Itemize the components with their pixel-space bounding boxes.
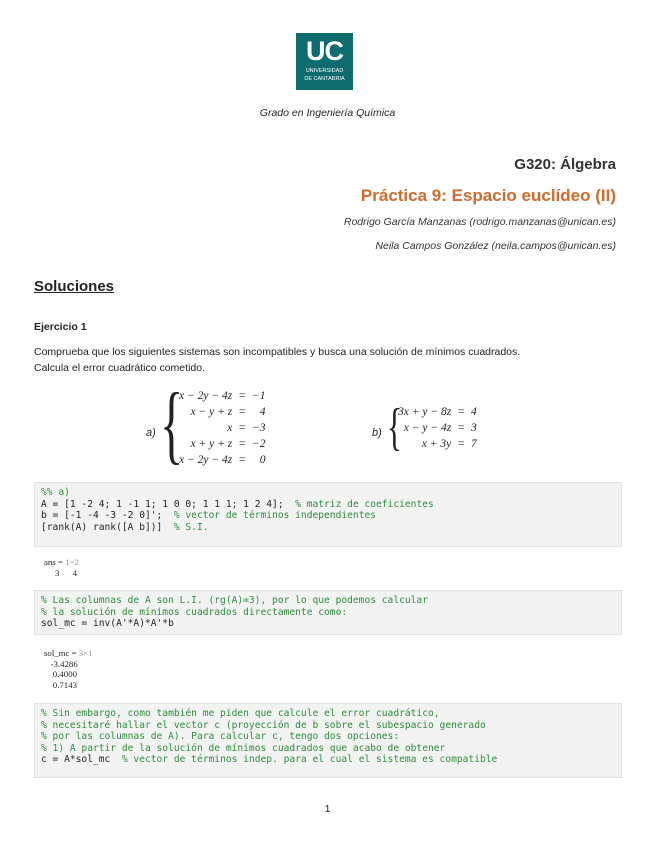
rhs: 4	[259, 406, 266, 418]
rhs: 0	[259, 454, 266, 466]
author-1: Rodrigo García Manzanas (rodrigo.manzanas@unican.es)	[343, 216, 616, 228]
code-line: % la solución de mínimos cuadrados directamente como:	[41, 606, 348, 618]
rhs: −2	[251, 438, 266, 450]
code-line	[41, 754, 615, 766]
university-logo	[296, 33, 353, 90]
code-line: % 1) A partir de la solución de mínimos cuadrados que acabo de obtener	[41, 742, 446, 754]
logo-subtext-2: DE CANTABRIA	[304, 76, 345, 82]
eq: =	[457, 406, 465, 418]
code-line	[41, 499, 615, 511]
output-1	[44, 557, 79, 578]
eq: =	[238, 454, 246, 466]
output-dims: 3×1	[78, 648, 93, 658]
lhs: x − y − 4z	[403, 422, 452, 434]
code-block-2	[34, 590, 622, 635]
system-a-row	[176, 420, 269, 436]
eq: =	[238, 390, 246, 402]
lhs: x + 3y	[421, 438, 452, 450]
exercise-text-line-2: Calcula el error cuadrático cometido.	[34, 362, 205, 374]
rhs: 4	[470, 406, 477, 418]
system-a-row	[176, 404, 269, 420]
code-block-1	[34, 482, 622, 547]
exercise-text-line-1: Comprueba que los siguientes sistemas son incompatibles y busca una solución de mínimos cuadrados.	[34, 346, 521, 358]
system-a-row	[176, 452, 269, 468]
code-line: % por las columnas de A). Para calcular c, tengo dos opciones:	[41, 731, 400, 742]
output-var: ans =	[44, 557, 66, 567]
code-line: sol_mc = inv(A'*A)*A'*b	[41, 618, 174, 629]
code-comment: % S.I.	[173, 521, 209, 533]
logo-text: UC	[306, 36, 343, 66]
code-text: [rank(A) rank([A b])]	[41, 521, 174, 533]
system-a-brace: {	[160, 376, 184, 473]
code-comment: % vector de términos indep. para el cual el sistema es compatible	[121, 754, 498, 765]
system-b	[395, 404, 480, 452]
author-2: Neila Campos González (neila.campos@unican.es)	[375, 240, 616, 252]
code-line	[41, 510, 615, 522]
eq: =	[457, 422, 465, 434]
lhs: x + y + z	[190, 438, 233, 450]
rhs: 7	[470, 438, 477, 450]
output-header	[44, 648, 93, 659]
code-text: A = [1 -2 4; 1 -1 1; 1 0 0; 1 1 1; 1 2 4];	[41, 498, 296, 510]
system-b-row	[395, 404, 480, 420]
lhs: x − y + z	[190, 406, 233, 418]
code-text: c = A*sol_mc	[41, 754, 122, 765]
output-2	[44, 648, 93, 690]
output-var: sol_mc =	[44, 648, 79, 658]
rhs: −1	[251, 390, 266, 402]
section-title: Soluciones	[34, 278, 115, 295]
code-comment: % matriz de coeficientes	[295, 498, 434, 510]
code-line: %% a)	[41, 487, 70, 498]
code-line: % Sin embargo, como también me piden que calcule el error cuadrático,	[41, 708, 440, 719]
eq: =	[238, 422, 246, 434]
code-comment: % vector de términos independientes	[173, 510, 377, 521]
system-b-row	[395, 420, 480, 436]
logo-subtext-1: UNIVERSIDAD	[305, 68, 344, 74]
code-text: b = [-1 -4 -3 -2 0]';	[41, 510, 174, 521]
rhs: −3	[251, 422, 266, 434]
rhs: 3	[470, 422, 477, 434]
system-b-row	[395, 436, 480, 452]
output-values: 3 4	[44, 567, 77, 578]
code-line	[41, 522, 615, 534]
system-a	[176, 388, 269, 468]
output-values: -3.4286 0.4000 0.7143	[50, 658, 78, 690]
system-b-label: b)	[372, 427, 382, 439]
exercise-statement	[34, 344, 624, 376]
page-number: 1	[324, 803, 331, 815]
eq: =	[238, 406, 246, 418]
system-b-brace: {	[387, 399, 402, 456]
code-line: % necesitaré hallar el vector c (proyección de b sobre el subespacio generado	[41, 719, 486, 731]
code-line: % Las columnas de A son L.I. (rg(A)=3), por lo que podemos calcular	[41, 595, 428, 606]
course-code: G320: Álgebra	[514, 156, 616, 173]
practice-title: Práctica 9: Espacio euclídeo (II)	[360, 186, 616, 205]
output-header	[44, 557, 79, 568]
degree-name: Grado en Ingeniería Química	[259, 107, 396, 119]
lhs: x − 2y − 4z	[179, 454, 233, 466]
lhs: x − 2y − 4z	[179, 390, 233, 402]
system-a-row	[176, 436, 269, 452]
code-block-3	[34, 703, 622, 778]
lhs: 3x + y − 8z	[398, 406, 452, 418]
output-dims: 1×2	[65, 557, 79, 567]
eq: =	[238, 438, 246, 450]
lhs: x	[227, 422, 233, 434]
system-a-row	[176, 388, 269, 404]
system-a-label: a)	[146, 427, 156, 439]
exercise-title: Ejercicio 1	[34, 321, 87, 333]
eq: =	[457, 438, 465, 450]
